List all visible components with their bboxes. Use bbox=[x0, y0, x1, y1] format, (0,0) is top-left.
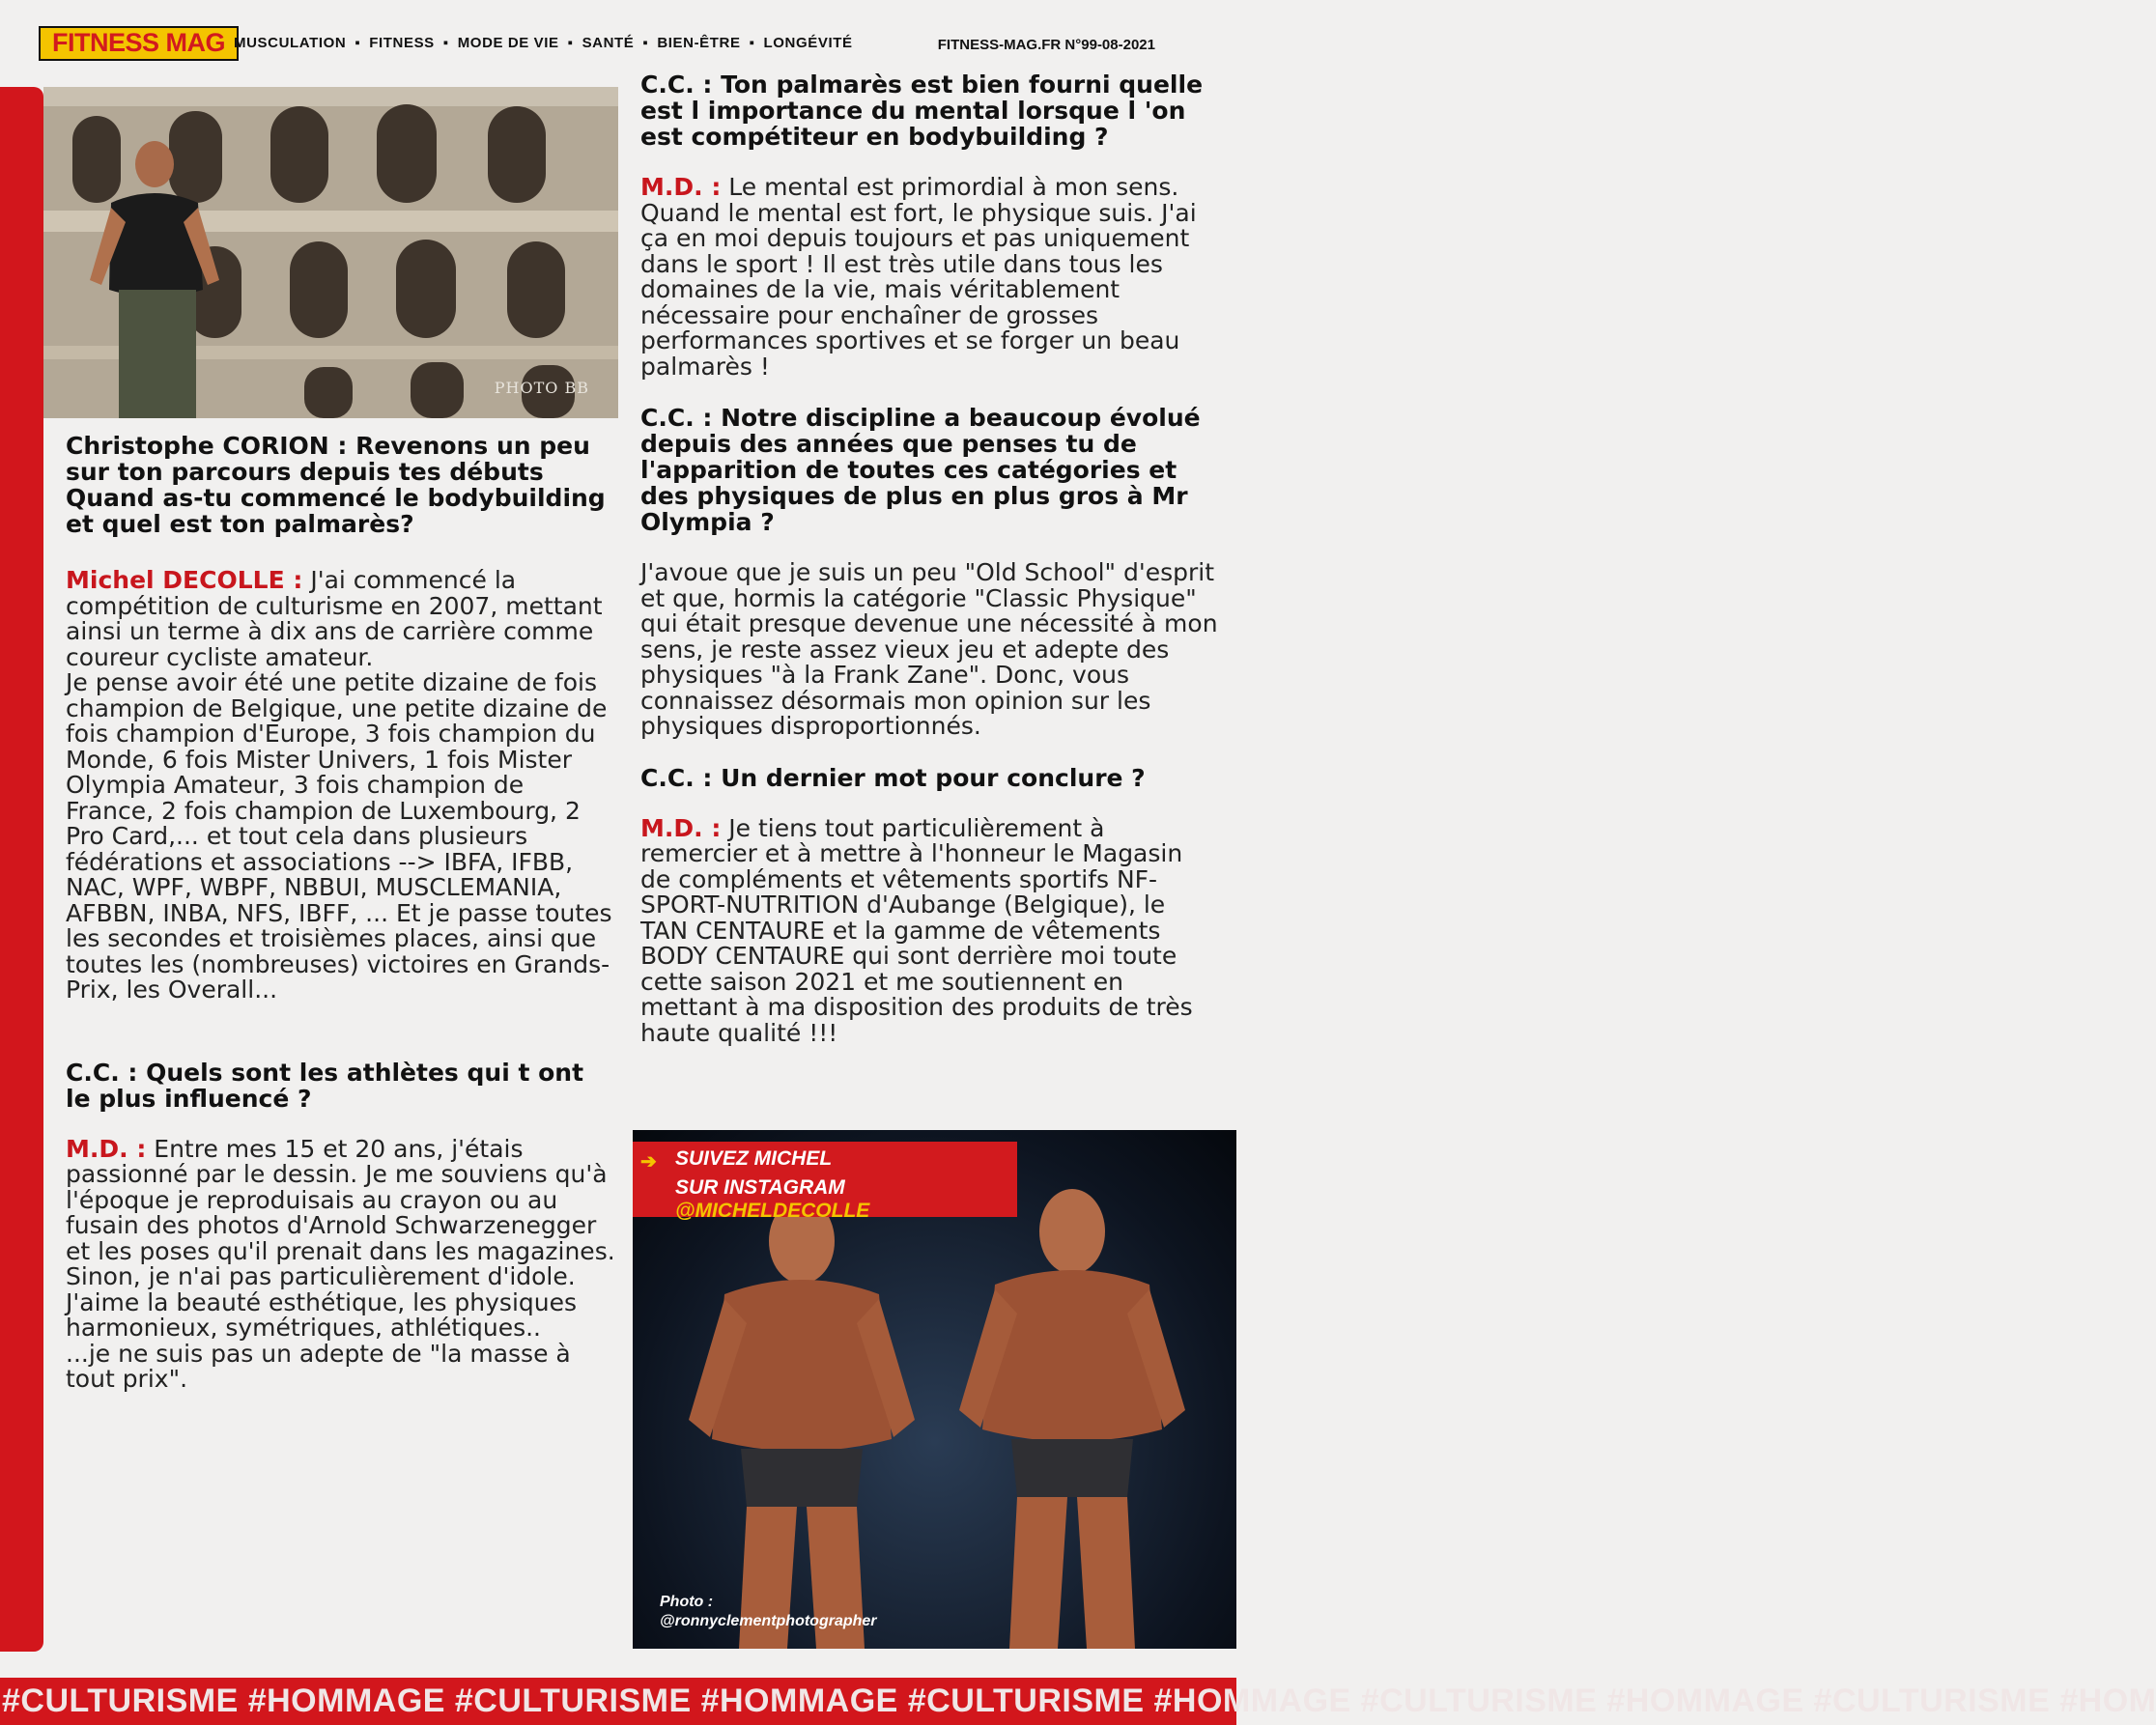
answer-influences bbox=[66, 1134, 616, 1393]
photographer-credit bbox=[660, 1593, 877, 1631]
instagram-handle-link[interactable]: @MICHELDECOLLE bbox=[675, 1200, 870, 1222]
instagram-banner[interactable] bbox=[633, 1142, 1017, 1222]
question-mental: C.C. : Ton palmarès est bien fourni quelle est l importance du mental lorsque l 'on est compétiteur en bodybuilding ? bbox=[640, 71, 1204, 151]
bodybuilder-photo bbox=[633, 1130, 1236, 1649]
answer-career bbox=[66, 568, 616, 1004]
section-nav bbox=[234, 35, 853, 51]
coliseum-arches-illustration bbox=[43, 87, 618, 418]
instagram-cta-line1: SUIVEZ MICHEL bbox=[675, 1147, 833, 1170]
nav-item-mode-de-vie[interactable]: MODE DE VIE bbox=[457, 35, 559, 51]
right-column bbox=[640, 71, 1220, 1046]
answer-text: Le mental est primordial à mon sens. Quand le mental est fort, le physique suis. J'ai ça en moi depuis toujours et pas uniquement dans le sport ! Il est très utile dans tous les domaines de la vie, mais véritablement nécessaire pour enchaîner de grosses performances sportives et se forger un beau palmarès ! bbox=[640, 173, 1197, 381]
instagram-cta-prefix: SUR INSTAGRAM bbox=[675, 1176, 845, 1199]
answer-mental bbox=[640, 175, 1220, 380]
nav-separator: ▪ bbox=[355, 35, 361, 51]
left-column bbox=[66, 433, 616, 1393]
hashtag-ticker-text: #CULTURISME #HOMMAGE #CULTURISME #HOMMAGE #CULTURISME #HOMMAGE #CULTURISME #HOMMAGE #CULTURISME #HOM bbox=[2, 1683, 2156, 1719]
answer-text: J'ai commencé la compétition de culturisme en 2007, mettant ainsi un terme à dix ans de carrière comme coureur cycliste amateur. Je pense avoir été une petite dizaine de fois champion de Belgique, une petite dizaine de fois champion d'Europe, 3 fois champion du Monde, 6 fois Mister Univers, 1 fois Mister Olympia Amateur, 3 fois champion de France, 2 fois champion de Luxembourg, 2 Pro Card,... et tout cela dans plusieurs fédérations et associations --> IBFA, IFBB, NAC, WPF, WBPF, NBBUI, MUSCLEMANIA, AFBBN, INBA, NFS, IBFF, ... Et je passe toutes les secondes et troisièmes places, ainsi que toutes les (nombreuses) victoires en Grands-Prix, les Overall... bbox=[66, 566, 612, 1004]
nav-separator: ▪ bbox=[442, 35, 449, 51]
nav-item-bien-etre[interactable]: BIEN-ÊTRE bbox=[657, 35, 741, 51]
nav-item-musculation[interactable]: MUSCULATION bbox=[234, 35, 347, 51]
answer-text: Entre mes 15 et 20 ans, j'étais passionné par le dessin. Je me souviens qu'à l'époque je reproduisais au crayon ou au fusain des photos d'Arnold Schwarzenegger et les poses qu'il prenait dans les magazines. Sinon, je n'ai pas particulièrement d'idole. J'aime la beauté esthétique, les physiques harmonieux, symétriques, athlétiques.. ...je ne suis pas un adepte de "la masse à tout prix". bbox=[66, 1134, 615, 1393]
speaker-label: M.D. : bbox=[66, 1134, 147, 1163]
instagram-cta-line2 bbox=[675, 1176, 1017, 1223]
question-career: Christophe CORION : Revenons un peu sur ton parcours depuis tes débuts Quand as-tu commencé le bodybuilding et quel est ton palmarès? bbox=[66, 432, 606, 538]
answer-conclusion bbox=[640, 813, 1220, 1047]
question-evolution: C.C. : Notre discipline a beaucoup évolué depuis des années que penses tu de l'apparition de toutes ces catégories et des physiques de plus en plus gros à Mr Olympia ? bbox=[640, 404, 1201, 536]
question-conclusion: C.C. : Un dernier mot pour conclure ? bbox=[640, 763, 1146, 792]
answer-evolution: J'avoue que je suis un peu "Old School" d'esprit et que, hormis la catégorie "Classic Physique" qui était presque devenue une nécessité à mon sens, je reste assez vieux jeu et adepte des physiques "à la Frank Zane". Donc, vous connaissez désormais mon opinion sur les physiques disproportionnés. bbox=[640, 558, 1218, 740]
nav-item-longevite[interactable]: LONGÉVITÉ bbox=[763, 35, 853, 51]
side-accent-bar bbox=[0, 87, 43, 1652]
speaker-label: M.D. : bbox=[640, 813, 722, 842]
nav-item-sante[interactable]: SANTÉ bbox=[582, 35, 635, 51]
issue-number: FITNESS-MAG.FR N°99-08-2021 bbox=[937, 37, 1155, 53]
nav-item-fitness[interactable]: FITNESS bbox=[369, 35, 435, 51]
answer-text: Je tiens tout particulièrement à remercier et à mettre à l'honneur le Magasin de compléments et vêtements sportifs NF-SPORT-NUTRITION d'Aubange (Belgique), le TAN CENTAURE et la gamme de vêtements BODY CENTAURE qui sont derrière moi toute cette saison 2021 et me soutiennent en mettant à ma disposition des produits de très haute qualité !!! bbox=[640, 813, 1193, 1047]
nav-separator: ▪ bbox=[749, 35, 755, 51]
page-header bbox=[0, 0, 1236, 75]
photo-credit: PHOTO BB bbox=[494, 379, 589, 397]
nav-separator: ▪ bbox=[642, 35, 649, 51]
photographer-handle: @ronnyclementphotographer bbox=[660, 1613, 877, 1629]
hashtag-ticker bbox=[0, 1678, 2156, 1725]
photo-credit-label: Photo : bbox=[660, 1594, 714, 1610]
magazine-logo[interactable]: FITNESS MAG bbox=[39, 26, 239, 61]
speaker-label: M.D. : bbox=[640, 173, 722, 201]
speaker-label: Michel DECOLLE : bbox=[66, 566, 303, 594]
arrow-right-icon: ➔ bbox=[640, 1151, 657, 1173]
nav-separator: ▪ bbox=[567, 35, 574, 51]
coliseum-photo bbox=[43, 87, 618, 418]
question-influences: C.C. : Quels sont les athlètes qui t ont le plus influencé ? bbox=[66, 1058, 584, 1113]
